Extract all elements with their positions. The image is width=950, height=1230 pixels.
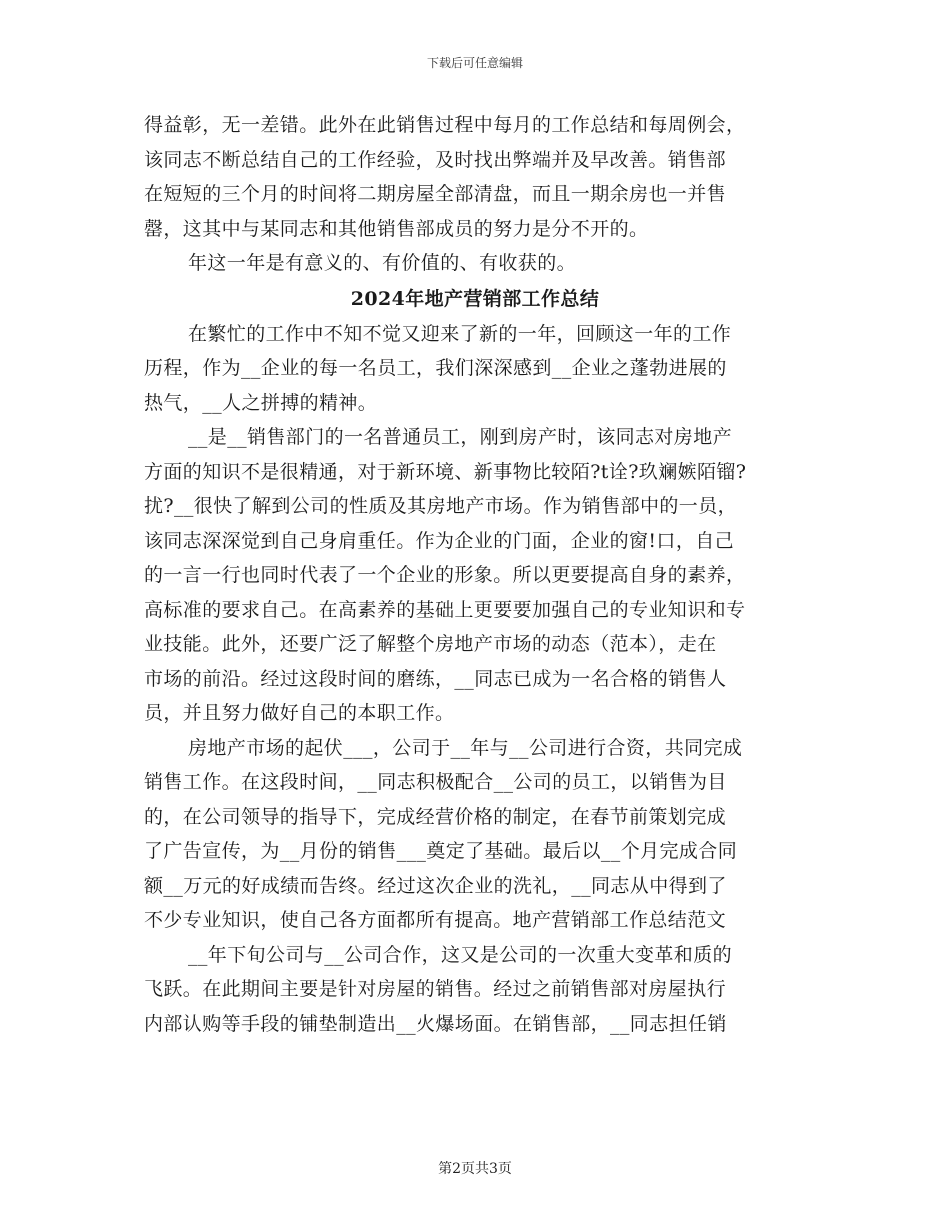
text-line: 热气，__人之拼搏的精神。 [144, 391, 378, 414]
text-line: 业技能。此外，还要广泛了解整个房地产市场的动态（范本），走在 [144, 633, 717, 655]
text-line: 在短短的三个月的时间将二期房屋全部清盘，而且一期余房也一并售 [144, 183, 727, 205]
text-line: 罄，这其中与某同志和其他销售部成员的努力是分不开的。 [144, 217, 649, 240]
text-line: 销售工作。在这段时间，__同志积极配合__公司的员工，以销售为目 [144, 771, 727, 793]
text-line: 内部认购等手段的铺垫制造出__火爆场面。在销售部，__同志担任销 [144, 1012, 727, 1035]
text-line: 年这一年是有意义的、有价值的、有收获的。 [188, 252, 577, 274]
text-line: 方面的知识不是很精通，对于新环境、新事物比较陌?t诠?玖斓嫉陌镏? [144, 460, 747, 483]
text-line: 了广告宣传，为__月份的销售___奠定了基础。最后以__个月完成合同 [144, 840, 738, 862]
text-line: 历程，作为__企业的每一名员工，我们深深感到__企业之蓬勃进展的 [144, 357, 727, 379]
text-line: 扰?__很快了解到公司的性质及其房地产市场。作为销售部中的一员， [144, 495, 737, 517]
text-line: 额__万元的好成绩而告终。经过这次企业的洗礼，__同志从中得到了 [144, 874, 727, 897]
text-line: 房地产市场的起伏___，公司于__年与__公司进行合资，共同完成 [188, 736, 743, 759]
text-line: 员，并且努力做好自己的本职工作。 [144, 702, 455, 724]
section-title: 2024年地产营销部工作总结 [350, 287, 600, 310]
page-number: 第2页共3页 [438, 1161, 512, 1177]
text-line: 的，在公司领导的指导下，完成经营价格的制定，在春节前策划完成 [144, 805, 727, 828]
text-line: __年下旬公司与__公司合作，这又是公司的一次重大变革和质的 [188, 943, 733, 966]
text-line: 该同志深深觉到自己身肩重任。作为企业的门面，企业的窗!口，自己 [144, 529, 735, 552]
page-header-note: 下载后可任意编辑 [426, 56, 523, 70]
text-line: __是__销售部门的一名普通员工，刚到房产时，该同志对房地产 [188, 426, 733, 448]
document-body [144, 108, 809, 1041]
text-line: 不少专业知识，使自己各方面都所有提高。地产营销部工作总结范文 [144, 909, 727, 931]
text-line: 高标准的要求自己。在高素养的基础上更要要加强自己的专业知识和专 [144, 598, 746, 621]
text-line: 的一言一行也同时代表了一个企业的形象。所以更要提高自身的素养， [144, 564, 746, 586]
text-line: 该同志不断总结自己的工作经验，及时找出弊端并及早改善。销售部 [144, 148, 727, 171]
text-line: 市场的前沿。经过这段时间的磨练，__同志已成为一名合格的销售人 [144, 667, 727, 690]
text-line: 飞跃。在此期间主要是针对房屋的销售。经过之前销售部对房屋执行 [144, 978, 727, 1000]
text-line: 得益彰，无一差错。此外在此销售过程中每月的工作总结和每周例会， [144, 114, 746, 136]
text-line: 在繁忙的工作中不知不觉又迎来了新的一年，回顾这一年的工作 [188, 322, 732, 345]
